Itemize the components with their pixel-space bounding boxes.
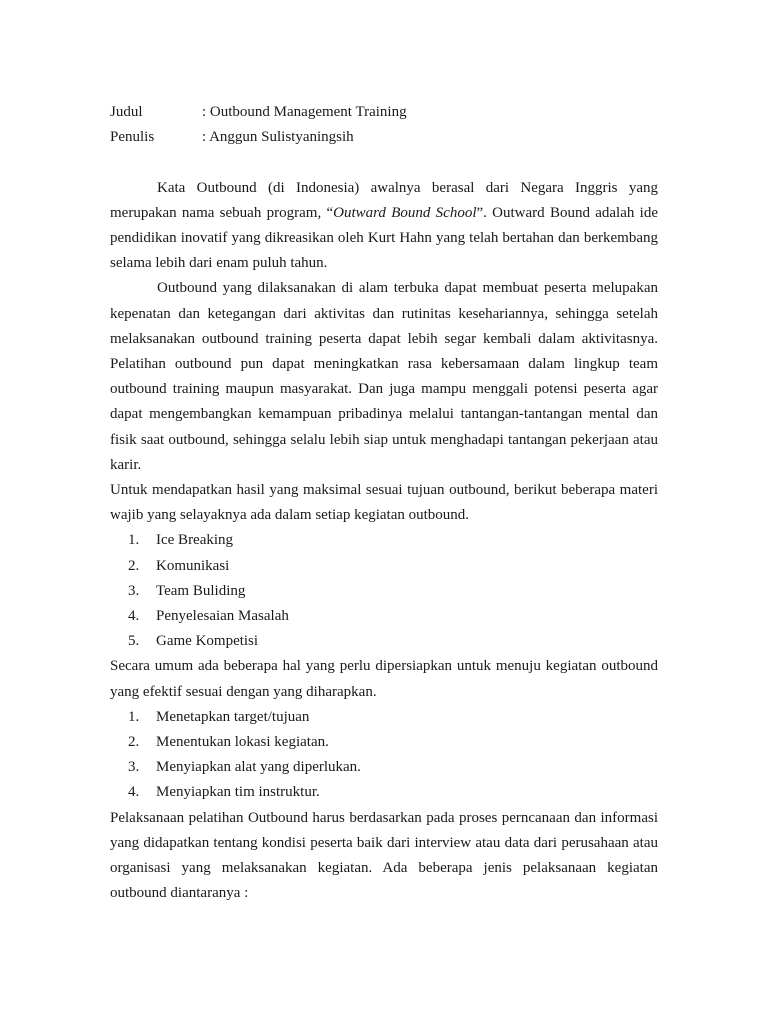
list-item	[110, 579, 658, 604]
list-text: Menyiapkan alat yang diperlukan.	[156, 759, 361, 776]
list-item	[110, 554, 658, 579]
paragraph-intro-text-a: Kata Outbound (di Indonesia) awalnya berasal dari Negara Inggris yang merupakan nama sebuah program, “	[110, 179, 658, 221]
list-item	[110, 755, 658, 780]
list-text: Penyelesaian Masalah	[156, 607, 289, 624]
list-number: 3.	[128, 582, 140, 599]
list-number: 4.	[128, 607, 140, 624]
list-text: Komunikasi	[156, 557, 230, 574]
title-row	[110, 100, 658, 125]
paragraph-implementation: Pelaksanaan pelatihan Outbound harus berdasarkan pada proses perncanaan dan informasi yang didapatkan tentang kondisi peserta baik dari interview atau data dari perusahaan atau organisasi yang melaksanakan kegiatan. Ada beberapa jenis pelaksanaan kegiatan outbound diantaranya :	[110, 809, 658, 902]
paragraph-benefits: Outbound yang dilaksanakan di alam terbuka dapat membuat peserta melupakan kepenatan dan ketegangan dari aktivitas dan rutinitas kesehariannya, sehingga setelah melaksanakan outbound training peserta dapat lebih segar kembali dalam aktivitasnya. Pelatihan outbound pun dapat meningkatkan rasa kebersamaan dalam lingkup team outbound training maupun masyarakat. Dan juga mampu menggali potensi peserta agar dapat mengembangkan kemampuan pribadinya melalui tantangan-tantangan mental dan fisik saat outbound, sehingga selalu lebih siap untuk menghadapi tantangan pekerjaan atau karir.	[110, 280, 658, 473]
document-body	[110, 100, 658, 906]
list-item	[110, 629, 658, 654]
list-text: Menyiapkan tim instruktur.	[156, 784, 320, 801]
author-value: : Anggun Sulistyaningsih	[202, 129, 354, 146]
title-label: Judul	[110, 104, 143, 120]
list-text: Menetapkan target/tujuan	[156, 708, 310, 725]
paragraph-intro-text-b: ”. Outward Bound adalah ide pendidikan inovatif yang dikreasikan oleh Kurt Hahn yang telah bertahan dan berkembang selama lebih dari enam puluh tahun.	[110, 204, 658, 272]
materials-list	[110, 528, 658, 654]
program-name: Outward Bound School	[333, 204, 477, 221]
list-text: Ice Breaking	[156, 532, 234, 549]
list-item	[110, 730, 658, 755]
list-number: 1.	[128, 708, 140, 725]
paragraph-intro	[110, 176, 658, 277]
author-row	[110, 125, 658, 150]
list-number: 2.	[128, 557, 140, 574]
list-number: 4.	[128, 784, 140, 801]
list-number: 3.	[128, 759, 140, 776]
list-item	[110, 604, 658, 629]
list-item	[110, 780, 658, 805]
preparation-list	[110, 705, 658, 806]
list-text: Game Kompetisi	[156, 633, 259, 650]
list-number: 5.	[128, 633, 140, 650]
blank-line	[110, 150, 658, 175]
paragraph-preparation-intro: Secara umum ada beberapa hal yang perlu dipersiapkan untuk menuju kegiatan outbound yang efektif sesuai dengan yang diharapkan.	[110, 658, 658, 700]
paragraph-materials-intro: Untuk mendapatkan hasil yang maksimal sesuai tujuan outbound, berikut beberapa materi wajib yang selayaknya ada dalam setiap kegiatan outbound.	[110, 482, 658, 524]
list-item	[110, 705, 658, 730]
author-label: Penulis	[110, 129, 155, 146]
list-text: Menentukan lokasi kegiatan.	[156, 733, 329, 750]
title-value: : Outbound Management Training	[202, 104, 407, 120]
list-number: 1.	[128, 532, 140, 549]
list-text: Team Buliding	[156, 582, 246, 599]
list-item	[110, 528, 658, 553]
list-number: 2.	[128, 733, 140, 750]
